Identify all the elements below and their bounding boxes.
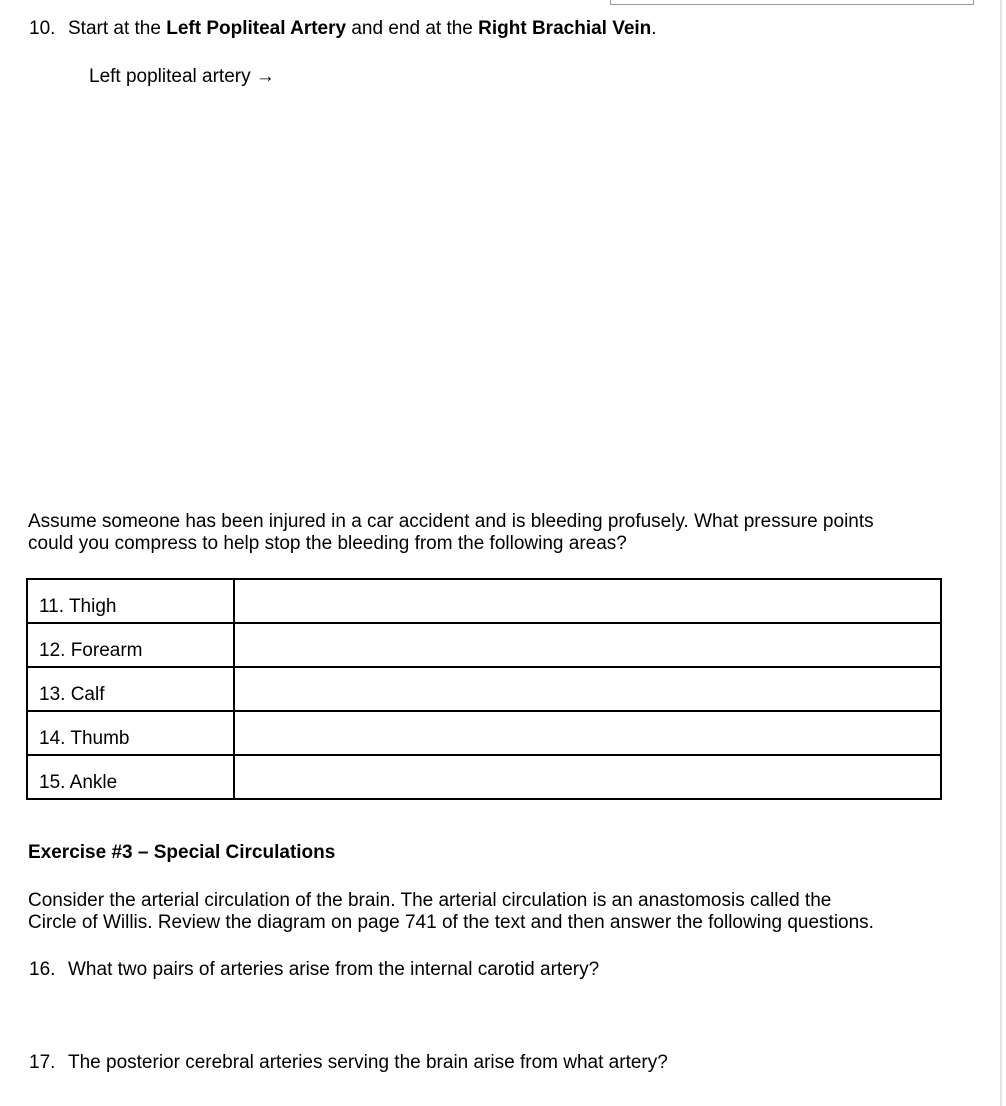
exercise-3-heading: Exercise #3 – Special Circulations <box>28 842 336 863</box>
question-10-pre: Start at the <box>68 18 167 39</box>
answer-cell-ankle[interactable] <box>234 755 941 799</box>
question-17 <box>29 1052 668 1074</box>
question-16 <box>29 959 599 981</box>
consider-line-1: Consider the arterial circulation of the brain. The arterial circulation is an anastomosis called the <box>28 890 832 911</box>
pressure-points-intro <box>28 511 958 555</box>
question-10-start-artery: Left Popliteal Artery <box>166 18 347 39</box>
question-17-text: The posterior cerebral arteries serving the brain arise from what artery? <box>68 1052 668 1073</box>
row-label-calf: 13. Calf <box>27 667 234 711</box>
question-16-number: 16. <box>29 959 56 980</box>
question-10-mid: and end at the <box>346 18 479 39</box>
intro-line-1: Assume someone has been injured in a car accident and is bleeding profusely. What pressure points <box>28 511 874 532</box>
answer-cell-thumb[interactable] <box>234 711 941 755</box>
table-row <box>27 711 941 755</box>
question-10 <box>29 18 657 40</box>
row-label-forearm: 12. Forearm <box>27 623 234 667</box>
answer-cell-thigh[interactable] <box>234 579 941 623</box>
question-17-number: 17. <box>29 1052 56 1073</box>
question-16-text: What two pairs of arteries arise from the internal carotid artery? <box>68 959 600 980</box>
circle-of-willis-intro <box>28 890 988 934</box>
row-label-thumb: 14. Thumb <box>27 711 234 755</box>
row-label-ankle: 15. Ankle <box>27 755 234 799</box>
previous-answer-box <box>610 0 974 5</box>
table-row <box>27 755 941 799</box>
intro-line-2: could you compress to help stop the bleeding from the following areas? <box>28 533 627 554</box>
table-row <box>27 579 941 623</box>
question-10-post: . <box>651 18 657 39</box>
table-row <box>27 623 941 667</box>
pressure-points-table <box>26 578 942 800</box>
answer-cell-forearm[interactable] <box>234 623 941 667</box>
table-row <box>27 667 941 711</box>
question-10-end-vein: Right Brachial Vein <box>478 18 652 39</box>
question-10-number: 10. <box>29 18 56 39</box>
consider-line-2: Circle of Willis. Review the diagram on page 741 of the text and then answer the following questions. <box>28 912 874 933</box>
row-label-thigh: 11. Thigh <box>27 579 234 623</box>
answer-cell-calf[interactable] <box>234 667 941 711</box>
question-10-start-line: Left popliteal artery → <box>89 66 275 87</box>
page-edge <box>1000 0 1002 1106</box>
